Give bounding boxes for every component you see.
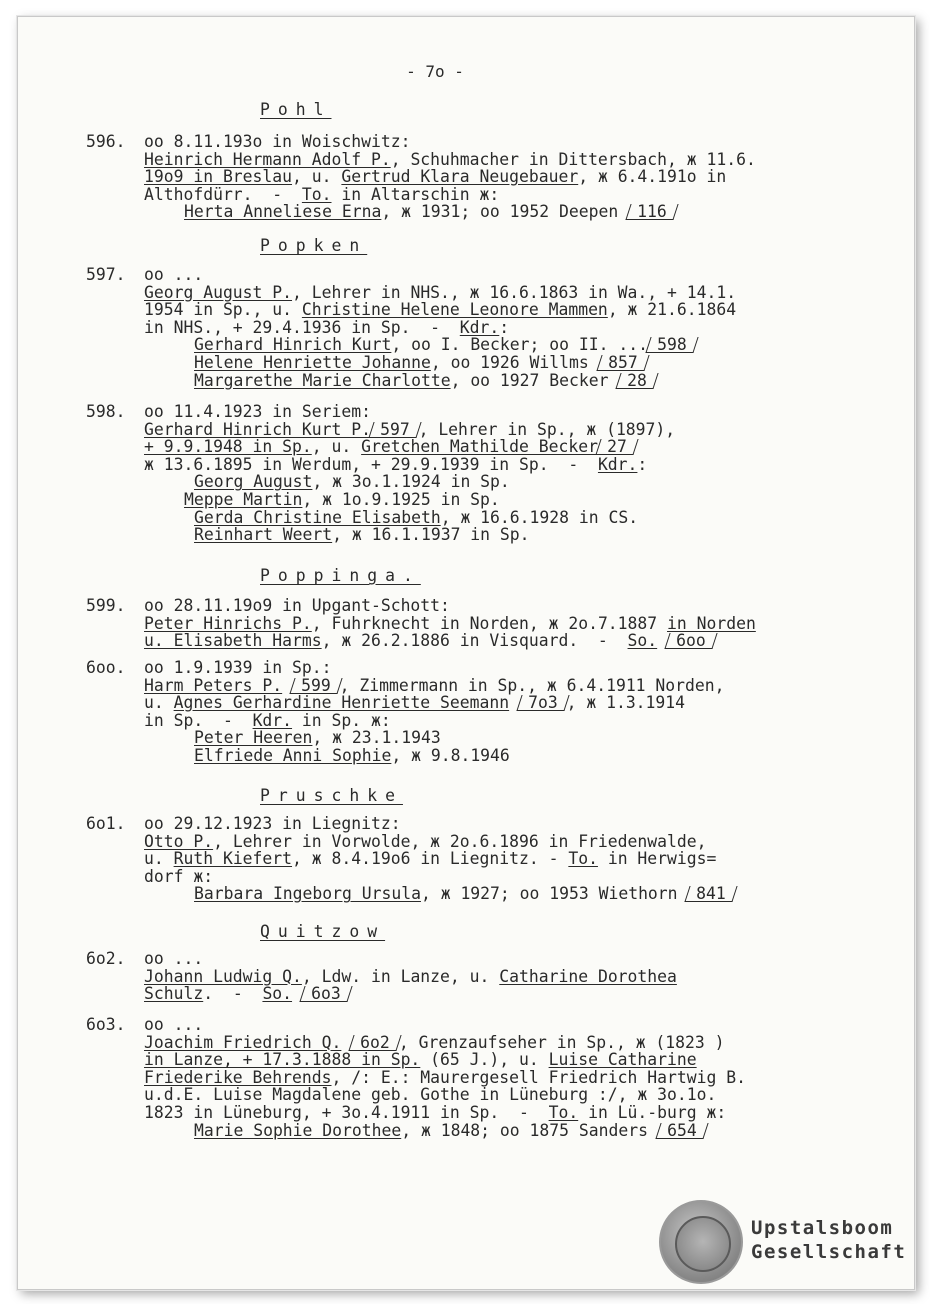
heading-pohl: Pohl	[260, 100, 332, 119]
entry-number: 596.	[86, 132, 126, 151]
cross-reference: 6oo	[664, 633, 717, 649]
cross-reference: 6o2	[349, 1035, 402, 1051]
cross-reference: 116	[625, 204, 678, 220]
cross-reference: 857	[596, 355, 649, 371]
document-content: - 7o - Pohl 596. oo 8.11.193o in Woischwitz: Heinrich Hermann Adolf P., Schuhmacher in Dittersbach, ж 11.6. 19o9 in Breslau, u. Gertrud Klara Neugebauer, ж 6.4.191o in Althofdürr. - To. in Altarschin ж: Herta Anneliese Erna, ж 1931; oo 1952 Deepen 116 Popken 597. oo ... Georg August P., Lehrer in NHS., ж 16.6.1863 in Wa., + 14.1. 1954 in Sp., u. Christine Helene Leonore Mammen, ж 21.6.1864 in NHS., + 29.4.1936 in Sp. - Kdr.: Gerhard Hinrich Kurt, oo I. Becker; oo II. ... 598 Helene Henriette Johanne, oo 1926 Willms 857 Margarethe Marie Charlotte, oo 1927 Becker 28 598. oo 11.4.1923 in Seriem: Gerhard Hinrich Kurt P. 597 , Lehrer in Sp., ж (1897), + 9.9.1948 in Sp., u. Gretchen Mathilde Becker 27 ж 13.6.1895 in Werdum, + 29.9.1939 in Sp. - Kdr.: Georg August, ж 3o.1.1924 in Sp. Meppe Martin, ж 1o.9.1925 in Sp. Gerda Christine Elisabeth, ж 16.6.1928 in CS. Reinhart Weert, ж 16.1.1937 in Sp. Poppinga. 599. oo 28.11.19o9 in Upgant-Schott: Peter Hinrichs P., Fuhrknecht in Norden, ж 2o.7.1887 in Norden u. Elisabeth Harms, ж 26.2.1886 in Visquard. - So. 6oo 6oo. oo 1.9.1939 in Sp.: Harm Peters P. 599 , Zimmermann in Sp., ж 6.4.1911 Norden, u. Agnes Gerhardine Henriette Seemann 7o3 , ж 1.3.1914 in Sp. - Kdr. in Sp. ж: Peter Heeren, ж 23.1.1943 Elfriede Anni Sophie, ж 9.8.1946 Pruschke 6o1. oo 29.12.1923 in Liegnitz: Otto P., Lehrer in Vorwolde, ж 2o.6.1896 in Friedenwalde, u. Ruth Kiefert, ж 8.4.19o6 in Liegnitz. - To. in Herwigs= dorf ж: Barbara Ingeborg Ursula, ж 1927; oo 1953 Wiethorn 841 Quitzow 6o2. oo ... Johann Ludwig Q., Ldw. in Lanze, u. Catharine Dorothea Schulz. - So. 6o3 6o3. oo ... Joachim Friedrich Q. 6o2 , Grenzaufseher in Sp., ж (1823 ) in Lanze, + 17.3.1888 in Sp. (65 J.), u. Luise Catharine Friederike Behrends, /: E.: Maurergesell Friedrich Hartwig B. u.d.E. Luise Magdalene geb. Gothe in Lüneburg :/, ж 3o.1o. 1823 in Lüneburg, + 3o.4.1911 in Sp. - To. in Lü.-burg ж: Marie Sophie Dorothee, ж 1848; oo 1875 Sanders 654	[86, 62, 756, 1140]
cross-reference: 27	[595, 439, 638, 455]
heading-pruschke: Pruschke	[260, 786, 403, 805]
heading-popken: Popken	[260, 236, 368, 255]
cross-reference: 598	[645, 337, 698, 353]
upstalsboom-seal-icon	[659, 1200, 743, 1284]
cross-reference: 599	[289, 678, 342, 694]
cross-reference: 841	[685, 886, 738, 902]
brand-line-1: Upstalsboom	[751, 1217, 894, 1239]
cross-reference: 6o3	[299, 986, 352, 1002]
heading-quitzow: Quitzow	[260, 922, 386, 941]
heading-poppinga: Poppinga.	[260, 566, 421, 585]
brand-line-2: Gesellschaft	[751, 1241, 907, 1263]
cross-reference: 654	[655, 1123, 708, 1139]
cross-reference: 28	[616, 373, 659, 389]
cross-reference: 597	[368, 422, 421, 438]
brand-text	[751, 1216, 906, 1264]
page-number: - 7o -	[406, 62, 464, 81]
cross-reference: 7o3	[516, 695, 569, 711]
